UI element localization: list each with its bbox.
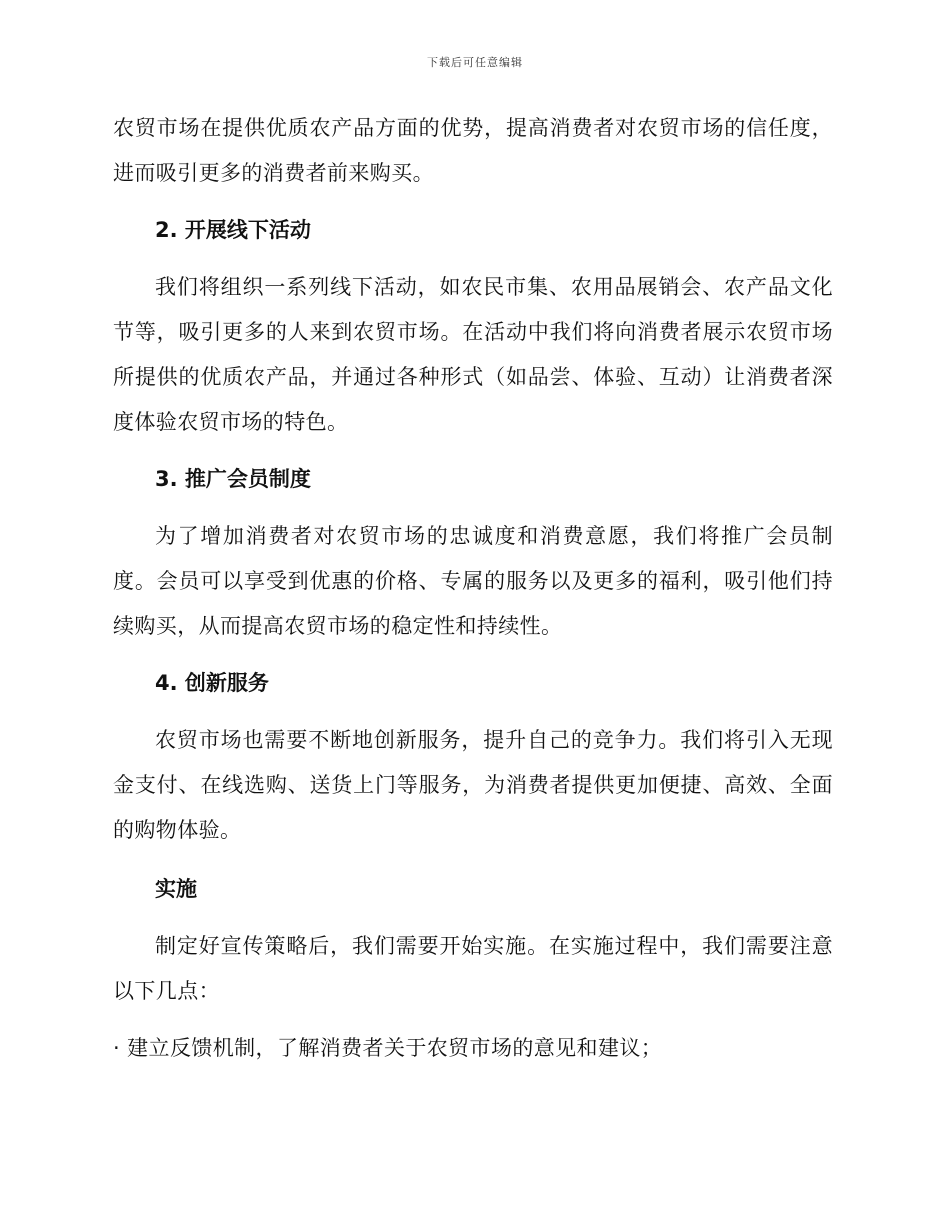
section-heading-membership: 3. 推广会员制度 — [155, 467, 311, 491]
document-body — [113, 106, 833, 1071]
paragraph-offline-activities: 我们将组织一系列线下活动，如农民市集、农用品展销会、农产品文化节等，吸引更多的人来到农贸市场。在活动中我们将向消费者展示农贸市场所提供的优质农产品，并通过各种形式（如品尝、体验、互动）让消费者深度体验农贸市场的特色。 — [113, 275, 833, 434]
paragraph-innovative-services: 农贸市场也需要不断地创新服务，提升自己的竞争力。我们将引入无现金支付、在线选购、送货上门等服务，为消费者提供更加便捷、高效、全面的购物体验。 — [113, 728, 833, 842]
bullet-item-feedback: · 建立反馈机制，了解消费者关于农贸市场的意见和建议； — [113, 1036, 663, 1060]
section-heading-implementation: 实施 — [155, 877, 197, 901]
paragraph-membership: 为了增加消费者对农贸市场的忠诚度和消费意愿，我们将推广会员制度。会员可以享受到优惠的价格、专属的服务以及更多的福利，吸引他们持续购买，从而提高农贸市场的稳定性和持续性。 — [113, 524, 833, 638]
section-heading-offline-activities: 2. 开展线下活动 — [155, 218, 311, 242]
section-heading-innovative-services: 4. 创新服务 — [155, 671, 269, 695]
paragraph-continuation: 农贸市场在提供优质农产品方面的优势，提高消费者对农贸市场的信任度，进而吸引更多的消费者前来购买。 — [113, 116, 833, 185]
page-header: 下载后可任意编辑 — [427, 56, 523, 69]
paragraph-implementation: 制定好宣传策略后，我们需要开始实施。在实施过程中，我们需要注意以下几点： — [113, 934, 833, 1003]
